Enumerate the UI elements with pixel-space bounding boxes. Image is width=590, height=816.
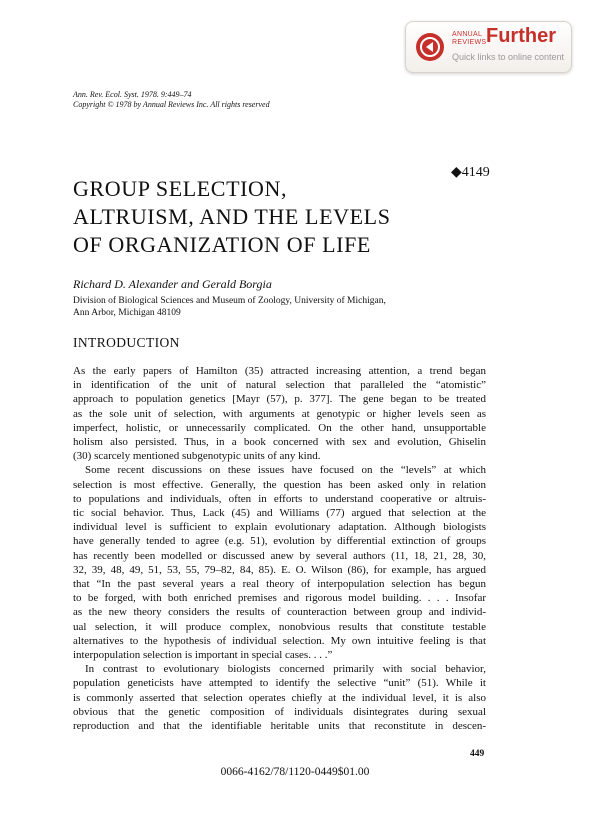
- article-title: [73, 175, 453, 259]
- copyright-line: Copyright © 1978 by Annual Reviews Inc. All rights reserved: [73, 100, 270, 109]
- play-arrow-icon: [416, 33, 444, 61]
- footer-code: 0066-4162/78/1120-0449$01.00: [220, 766, 370, 778]
- badge-tagline: Quick links to online content: [452, 52, 565, 62]
- article-code: ◆4149: [451, 165, 490, 180]
- annual-reviews-further-badge[interactable]: [405, 21, 572, 73]
- body-line: ual selection, it will produce complex, nonobvious results that constitute testable: [73, 620, 486, 633]
- body-line: approach to population genetics [Mayr (57), p. 377]. The gene began to be treated: [73, 393, 486, 406]
- body-line: tic social behavior. Thus, Lack (45) and Williams (77) argued that selection at the: [73, 507, 486, 520]
- body-line: 32, 39, 48, 49, 51, 53, 55, 79–82, 84, 85). E. O. Wilson (86), for example, has argued: [73, 563, 486, 576]
- body-line: as the new theory considers the results of counteraction between group and individ-: [73, 606, 486, 619]
- body-line: reproduction and that the identifiable heritable units that reconstitute in descen-: [73, 720, 486, 733]
- body-line: (30) scarcely mentioned subgenotypic units of any kind.: [73, 450, 321, 463]
- page-number: 449: [470, 749, 485, 759]
- title-line: OF ORGANIZATION OF LIFE: [73, 232, 371, 257]
- body-line: in identification of the unit of natural selection that paralleled the “atomistic”: [73, 379, 486, 392]
- body-line: as the sole unit of selection, with arguments at genotypic or higher levels seen as: [73, 407, 486, 420]
- affiliation-line: Division of Biological Sciences and Museum of Zoology, University of Michigan,: [73, 296, 386, 306]
- annual-reviews-logo-text: [452, 31, 486, 47]
- section-heading: INTRODUCTION: [73, 335, 180, 350]
- body-line: to be forged, with both enriched premises and rigorous model building. . . . Insofar: [73, 592, 486, 605]
- body-line: has recently been modelled or discussed anew by several authors (11, 18, 21, 28, 30,: [73, 549, 486, 562]
- badge-brand: Further: [486, 25, 556, 47]
- body-line: alternatives to the hypothesis of individual selection. My own intuitive feeling is that: [73, 634, 486, 647]
- citation-line: Ann. Rev. Ecol. Syst. 1978. 9:449–74: [73, 90, 192, 99]
- body-line: holism also persisted. Thus, in a book concerned with sex and evolution, Ghiselin: [73, 436, 486, 449]
- body-line: Some recent discussions on these issues have focused on the “levels” at which: [85, 464, 486, 477]
- body-line: individual level is sufficient to explain evolutionary adaptation. Although biologists: [73, 521, 486, 534]
- body-line: obvious that the genetic composition of individuals disintegrates during sexual: [73, 705, 486, 718]
- journal-citation: [73, 90, 373, 110]
- body-line: selection is most effective. Generally, the question has been asked only in relation: [73, 478, 486, 491]
- body-line: population geneticists have attempted to identify the selective “unit” (51). While it: [73, 677, 486, 690]
- body-line: that “In the past several years a real theory of interpopulation selection has begun: [73, 578, 486, 591]
- authors: Richard D. Alexander and Gerald Borgia: [73, 277, 272, 291]
- title-line: GROUP SELECTION,: [73, 176, 288, 201]
- body-text: [73, 364, 486, 733]
- body-line: In contrast to evolutionary biologists concerned primarily with social behavior,: [85, 663, 486, 676]
- body-line: interpopulation selection is important in special cases. . . .”: [73, 649, 333, 662]
- body-line: have generally tended to agree (e.g. 51), evolution by differential extinction of groups: [73, 535, 486, 548]
- affiliation: [73, 295, 513, 319]
- affiliation-line: Ann Arbor, Michigan 48109: [73, 308, 181, 318]
- body-line: As the early papers of Hamilton (35) attracted increasing attention, a trend began: [73, 365, 486, 377]
- badge-line-reviews: REVIEWS: [452, 39, 487, 46]
- body-line: is commonly asserted that selection operates chiefly at the individual level, it is also: [73, 691, 486, 704]
- body-line: to populations and individuals, often in efforts to understand cooperative or altruis-: [73, 492, 486, 505]
- badge-line-annual: ANNUAL: [452, 31, 483, 38]
- title-line: ALTRUISM, AND THE LEVELS: [73, 204, 391, 229]
- body-line: imperfect, holistic, or unnecessarily complicated. On the other hand, unsupportable: [73, 421, 486, 434]
